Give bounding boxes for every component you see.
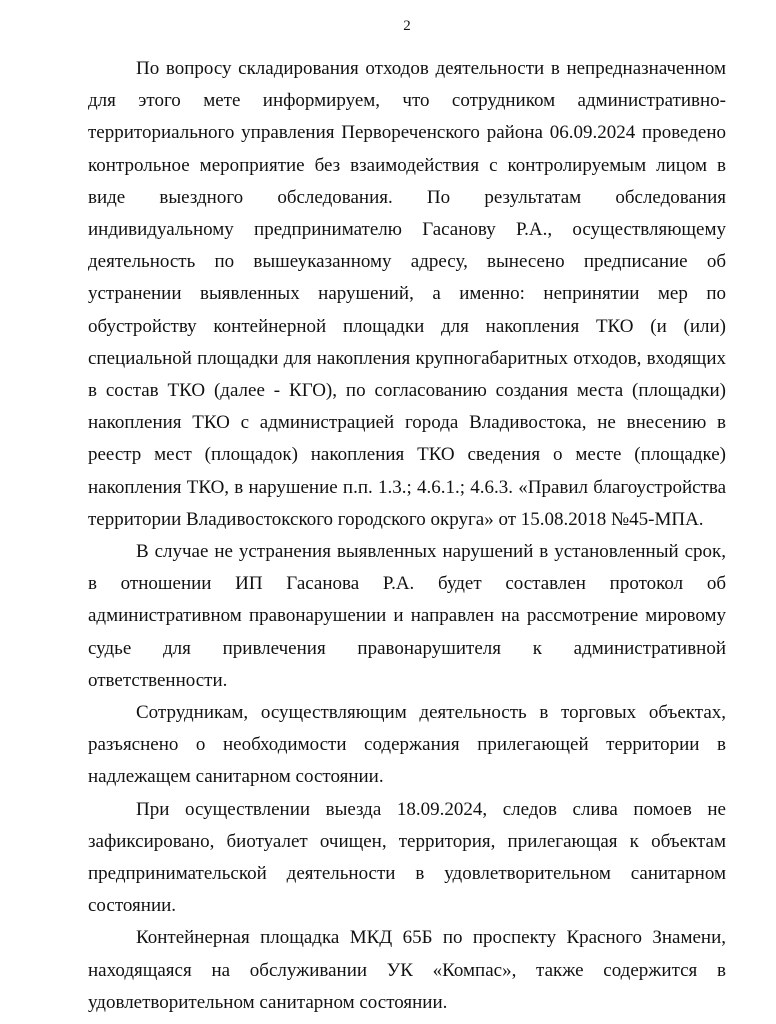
paragraph-staff-briefing: Сотрудникам, осуществляющим деятельность в торговых объектах, разъяснено о необходимости содержания прилегающей территории в надлежащем санитарном состоянии.	[88, 702, 726, 788]
paragraph-protocol-warning: В случае не устранения выявленных нарушений в установленный срок, в отношении ИП Гасанова Р.А. будет составлен протокол об административном правонарушении и направлен на рассмотрение мировому судье для привлечения правонарушителя к административной ответственности.	[88, 541, 726, 691]
paragraph-follow-up-visit: При осуществлении выезда 18.09.2024, следов слива помоев не зафиксировано, биотуалет очищен, территория, прилегающая к объектам предпринимательской деятельности в удовлетворительном санитарном состоянии.	[88, 798, 726, 917]
page-number: 2	[403, 18, 411, 34]
paragraph-container-site: Контейнерная площадка МКД 65Б по проспекту Красного Знамени, находящаяся на обслуживании УК «Компас», также содержится в удовлетворительном санитарном состоянии.	[88, 927, 726, 1013]
document-body	[88, 53, 726, 1019]
paragraph-inspection-results: По вопросу складирования отходов деятельности в непредназначенном для этого мете информируем, что сотрудником административно-территориального управления Первореченского района 06.09.2024 проведено контрольное мероприятие без взаимодействия с контролируемым лицом в виде выездного обследования. По результатам обследования индивидуальному предпринимателю Гасанову Р.А., осуществляющему деятельность по вышеуказанному адресу, вынесено предписание об устранении выявленных нарушений, а именно: непринятии мер по обустройству контейнерной площадки для накопления ТКО (и (или) специальной площадки для накопления крупногабаритных отходов, входящих в состав ТКО (далее - КГО), по согласованию создания места (площадки) накопления ТКО с администрацией города Владивостока, не внесению в реестр мест (площадок) накопления ТКО сведения о месте (площадке) накопления ТКО, в нарушение п.п. 1.3.; 4.6.1.; 4.6.3. «Правил благоустройства территории Владивостокского городского округа» от 15.08.2018 №45-МПА.	[88, 58, 726, 530]
